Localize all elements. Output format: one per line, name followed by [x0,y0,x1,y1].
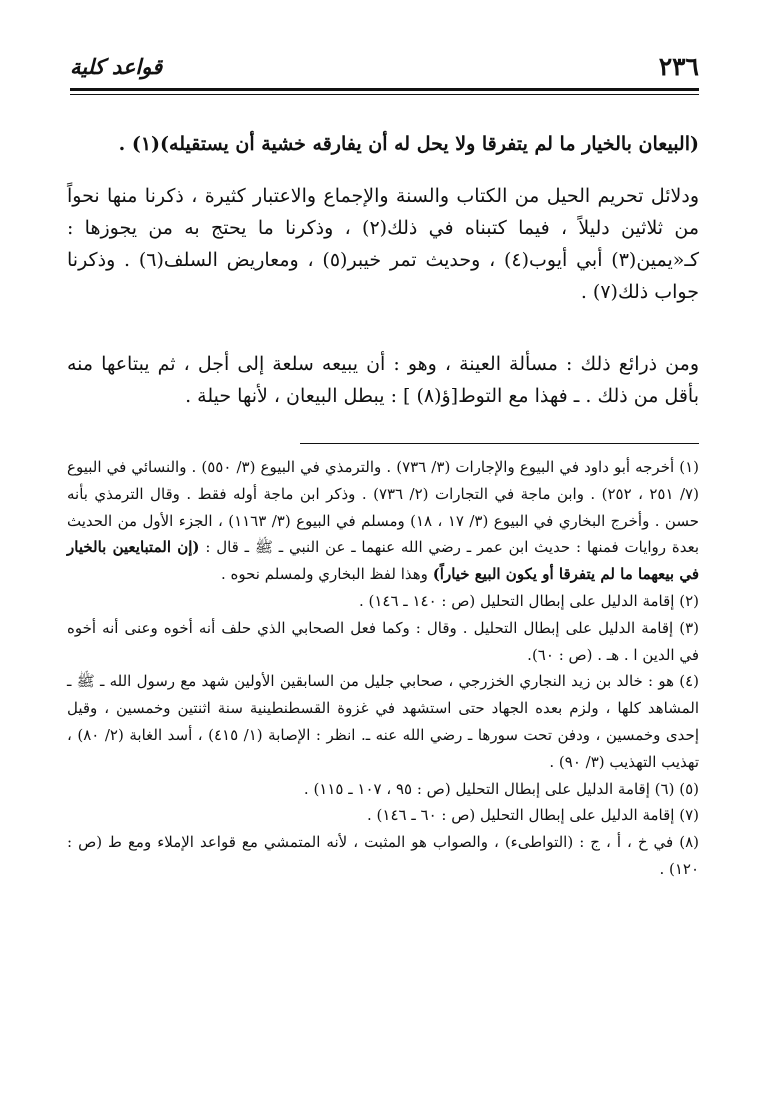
footnote-1-hadith-quote: (إن المتبايعين بالخيار في بيعهما ما لم يتفرقا أو يكون البيع خياراً) [67,538,699,584]
footnote-1-text: (١) أخرجه أبو داود في البيوع والإجارات (٣/ ٧٣٦) . والترمذي في البيوع (٣/ ٥٥٠) . والنسائي في البيوع (٧/ ٢٥١ ، ٢٥٢) . وابن ماجة في التجارات (٢/ ٧٣٦) . وذكر ابن ماجة أوله فقط . وقال الترمذي بأنه حسن . وأخرج البخاري في البيوع (٣/ ١٧ ، ١٨) ومسلم في البيوع (٣/ ١١٦٣) ، الجزء الأول من الحديث بعدة روايات فمنها : حديث ابن عمر ـ رضي الله عنهما ـ عن النبي ـ ﷺ ـ قال : [67,458,699,557]
footnote-separator [300,443,699,444]
footnote-3: (٣) إقامة الدليل على إبطال التحليل . وقال : وكما فعل الصحابي الذي حلف أنه أخوه وعنى أنه أخوه في الدين ا . هـ . (ص : ٦٠). [67,618,699,664]
header-rule-thin [70,94,699,95]
footnote-1 [67,454,699,588]
footnote-4: (٤) هو : خالد بن زيد النجاري الخزرجي ، صحابي جليل من السابقين الأولين شهد مع رسول الله ـ ﷺ ـ المشاهد كلها ، ولزم بعده الجهاد حتى استشهد في غزوة القسطنطينية سنة اثنتين وخمسين ، وقيل إحدى وخمسين ، ودفن تحت سورها ـ رضي الله عنه ـ. انظر : الإصابة (١/ ٤١٥) ، أسد الغابة (٢/ ٨٠) ، تهذيب التهذيب (٣/ ٩٠) . [67,672,699,771]
page-number: ٢٣٦ [658,52,699,81]
footnote-1-closing: وهذا لفظ البخاري ولمسلم نحوه . [220,565,428,584]
hadith-paragraph: (البيعان بالخيار ما لم يتفرقا ولا يحل له أن يفارقه خشية أن يستقيله)(١) . [118,133,699,155]
evidence-paragraph: ودلائل تحريم الحيل من الكتاب والسنة والإجماع والاعتبار كثيرة ، ذكرنا منها نحواً من ثلاثين دليلاً ، فيما كتبناه في ذلك(٢) ، وذكرنا ما يحتج به من يجوزها : كـ«يمين(٣) أبي أيوب(٤) ، وحديث تمر خيبر(٥) ، ومعاريض السلف(٦) . وذكرنا جواب ذلك(٧) . [67,185,700,303]
footnote-2: (٢) إقامة الدليل على إبطال التحليل (ص : ١٤٠ ـ ١٤٦) . [358,591,699,610]
footnotes [67,454,699,883]
inah-paragraph: ومن ذرائع ذلك : مسألة العينة ، وهو : أن يبيعه سلعة إلى أجل ، ثم يبتاعها منه بأقل من ذلك . ـ فهذا مع التوط[ؤ(٨) ] : يبطل البيعان ، لأنها حيلة . [67,353,699,407]
footnote-5-6: (٥) (٦) إقامة الدليل على إبطال التحليل (ص : ٩٥ ، ١٠٧ ـ ١١٥) . [303,779,699,798]
footnote-7: (٧) إقامة الدليل على إبطال التحليل (ص : ٦٠ ـ ١٤٦) . [367,806,699,825]
footnote-8: (٨) في خ ، أ ، ج : (التواطىء) ، والصواب هو المثبت ، لأنه المتمشي مع قواعد الإملاء ومع ط (ص : ١٢٠) . [67,833,699,878]
running-title: قواعد كلية [70,54,163,79]
header-rule-thick [70,88,699,91]
